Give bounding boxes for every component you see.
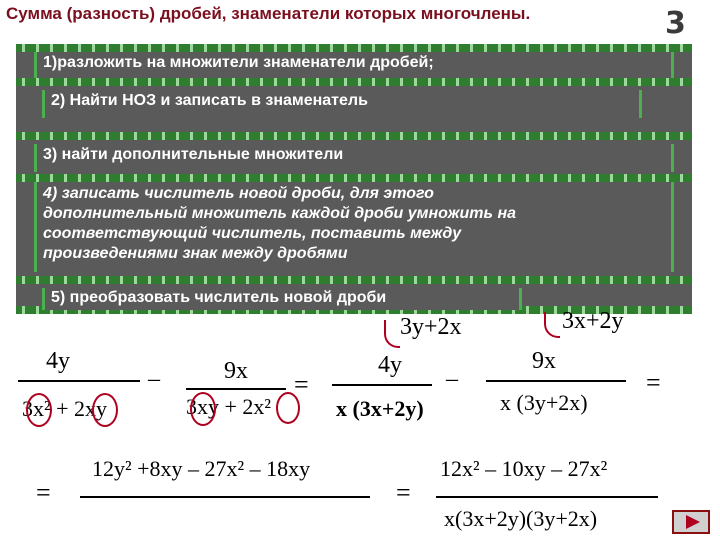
- highlight-circle: [26, 393, 52, 427]
- equals-sign: =: [396, 478, 411, 507]
- step-3: 3) найти дополнительные множители: [34, 144, 674, 172]
- highlight-circle: [190, 392, 216, 426]
- step-4-line-1: 4) записать числитель новой дроби, для этого: [43, 185, 434, 202]
- fraction-3-numerator: 4y: [378, 352, 402, 378]
- fraction-bar: [436, 496, 658, 498]
- equals-sign: =: [36, 478, 51, 507]
- multiplier-arc: [384, 320, 400, 348]
- result-2-denominator: x(3x+2y)(3y+2x): [444, 506, 598, 531]
- result-2-numerator: 12x² – 10xy – 27x²: [440, 456, 608, 481]
- decorative-strip: [16, 174, 692, 182]
- equals-sign: =: [646, 368, 661, 397]
- fraction-4-numerator: 9x: [532, 348, 556, 374]
- fraction-2-denominator: 3xy + 2x²: [186, 394, 272, 419]
- step-4-line-4: произведениями знак между дробями: [43, 245, 348, 262]
- fraction-3-denominator: x (3x+2y): [336, 396, 424, 421]
- fraction-1-denominator: 3x² + 2xy: [22, 396, 108, 421]
- slide-title: Сумма (разность) дробей, знаменатели которых многочлены.: [6, 4, 531, 23]
- fraction-bar: [486, 380, 626, 382]
- multiplier-1: 3y+2x: [400, 314, 462, 340]
- multiplier-2: 3x+2y: [562, 308, 624, 334]
- minus-sign: –: [446, 366, 458, 392]
- step-5: 5) преобразовать числитель новой дроби: [42, 288, 522, 310]
- fraction-4-denominator: x (3y+2x): [500, 390, 588, 415]
- fraction-bar: [80, 496, 370, 498]
- highlight-circle: [92, 393, 118, 427]
- step-4: [34, 182, 674, 272]
- decorative-strip: [16, 44, 692, 52]
- fraction-bar: [186, 388, 286, 390]
- step-2: 2) Найти НОЗ и записать в знаменатель: [42, 90, 642, 118]
- multiplier-arc: [544, 312, 560, 338]
- result-1-numerator: 12y² +8xy – 27x² – 18xy: [92, 456, 311, 481]
- fraction-1-numerator: 4y: [46, 348, 70, 374]
- decorative-strip: [16, 78, 692, 86]
- fraction-bar: [332, 384, 432, 386]
- decorative-strip: [16, 276, 692, 284]
- steps-panel: [16, 44, 692, 314]
- step-1: 1)разложить на множители знаменатели дробей;: [34, 52, 674, 78]
- fraction-bar: [18, 380, 140, 382]
- slide-number-badge: 3: [665, 6, 686, 41]
- equals-sign: =: [294, 370, 309, 399]
- decorative-strip: [16, 132, 692, 140]
- step-4-line-3: соответствующий числитель, поставить между: [43, 225, 462, 242]
- step-4-line-2: дополнительный множитель каждой дроби умножить на: [43, 205, 517, 222]
- minus-sign: –: [148, 366, 160, 392]
- next-slide-button[interactable]: [672, 510, 710, 534]
- fraction-2-numerator: 9x: [224, 358, 248, 384]
